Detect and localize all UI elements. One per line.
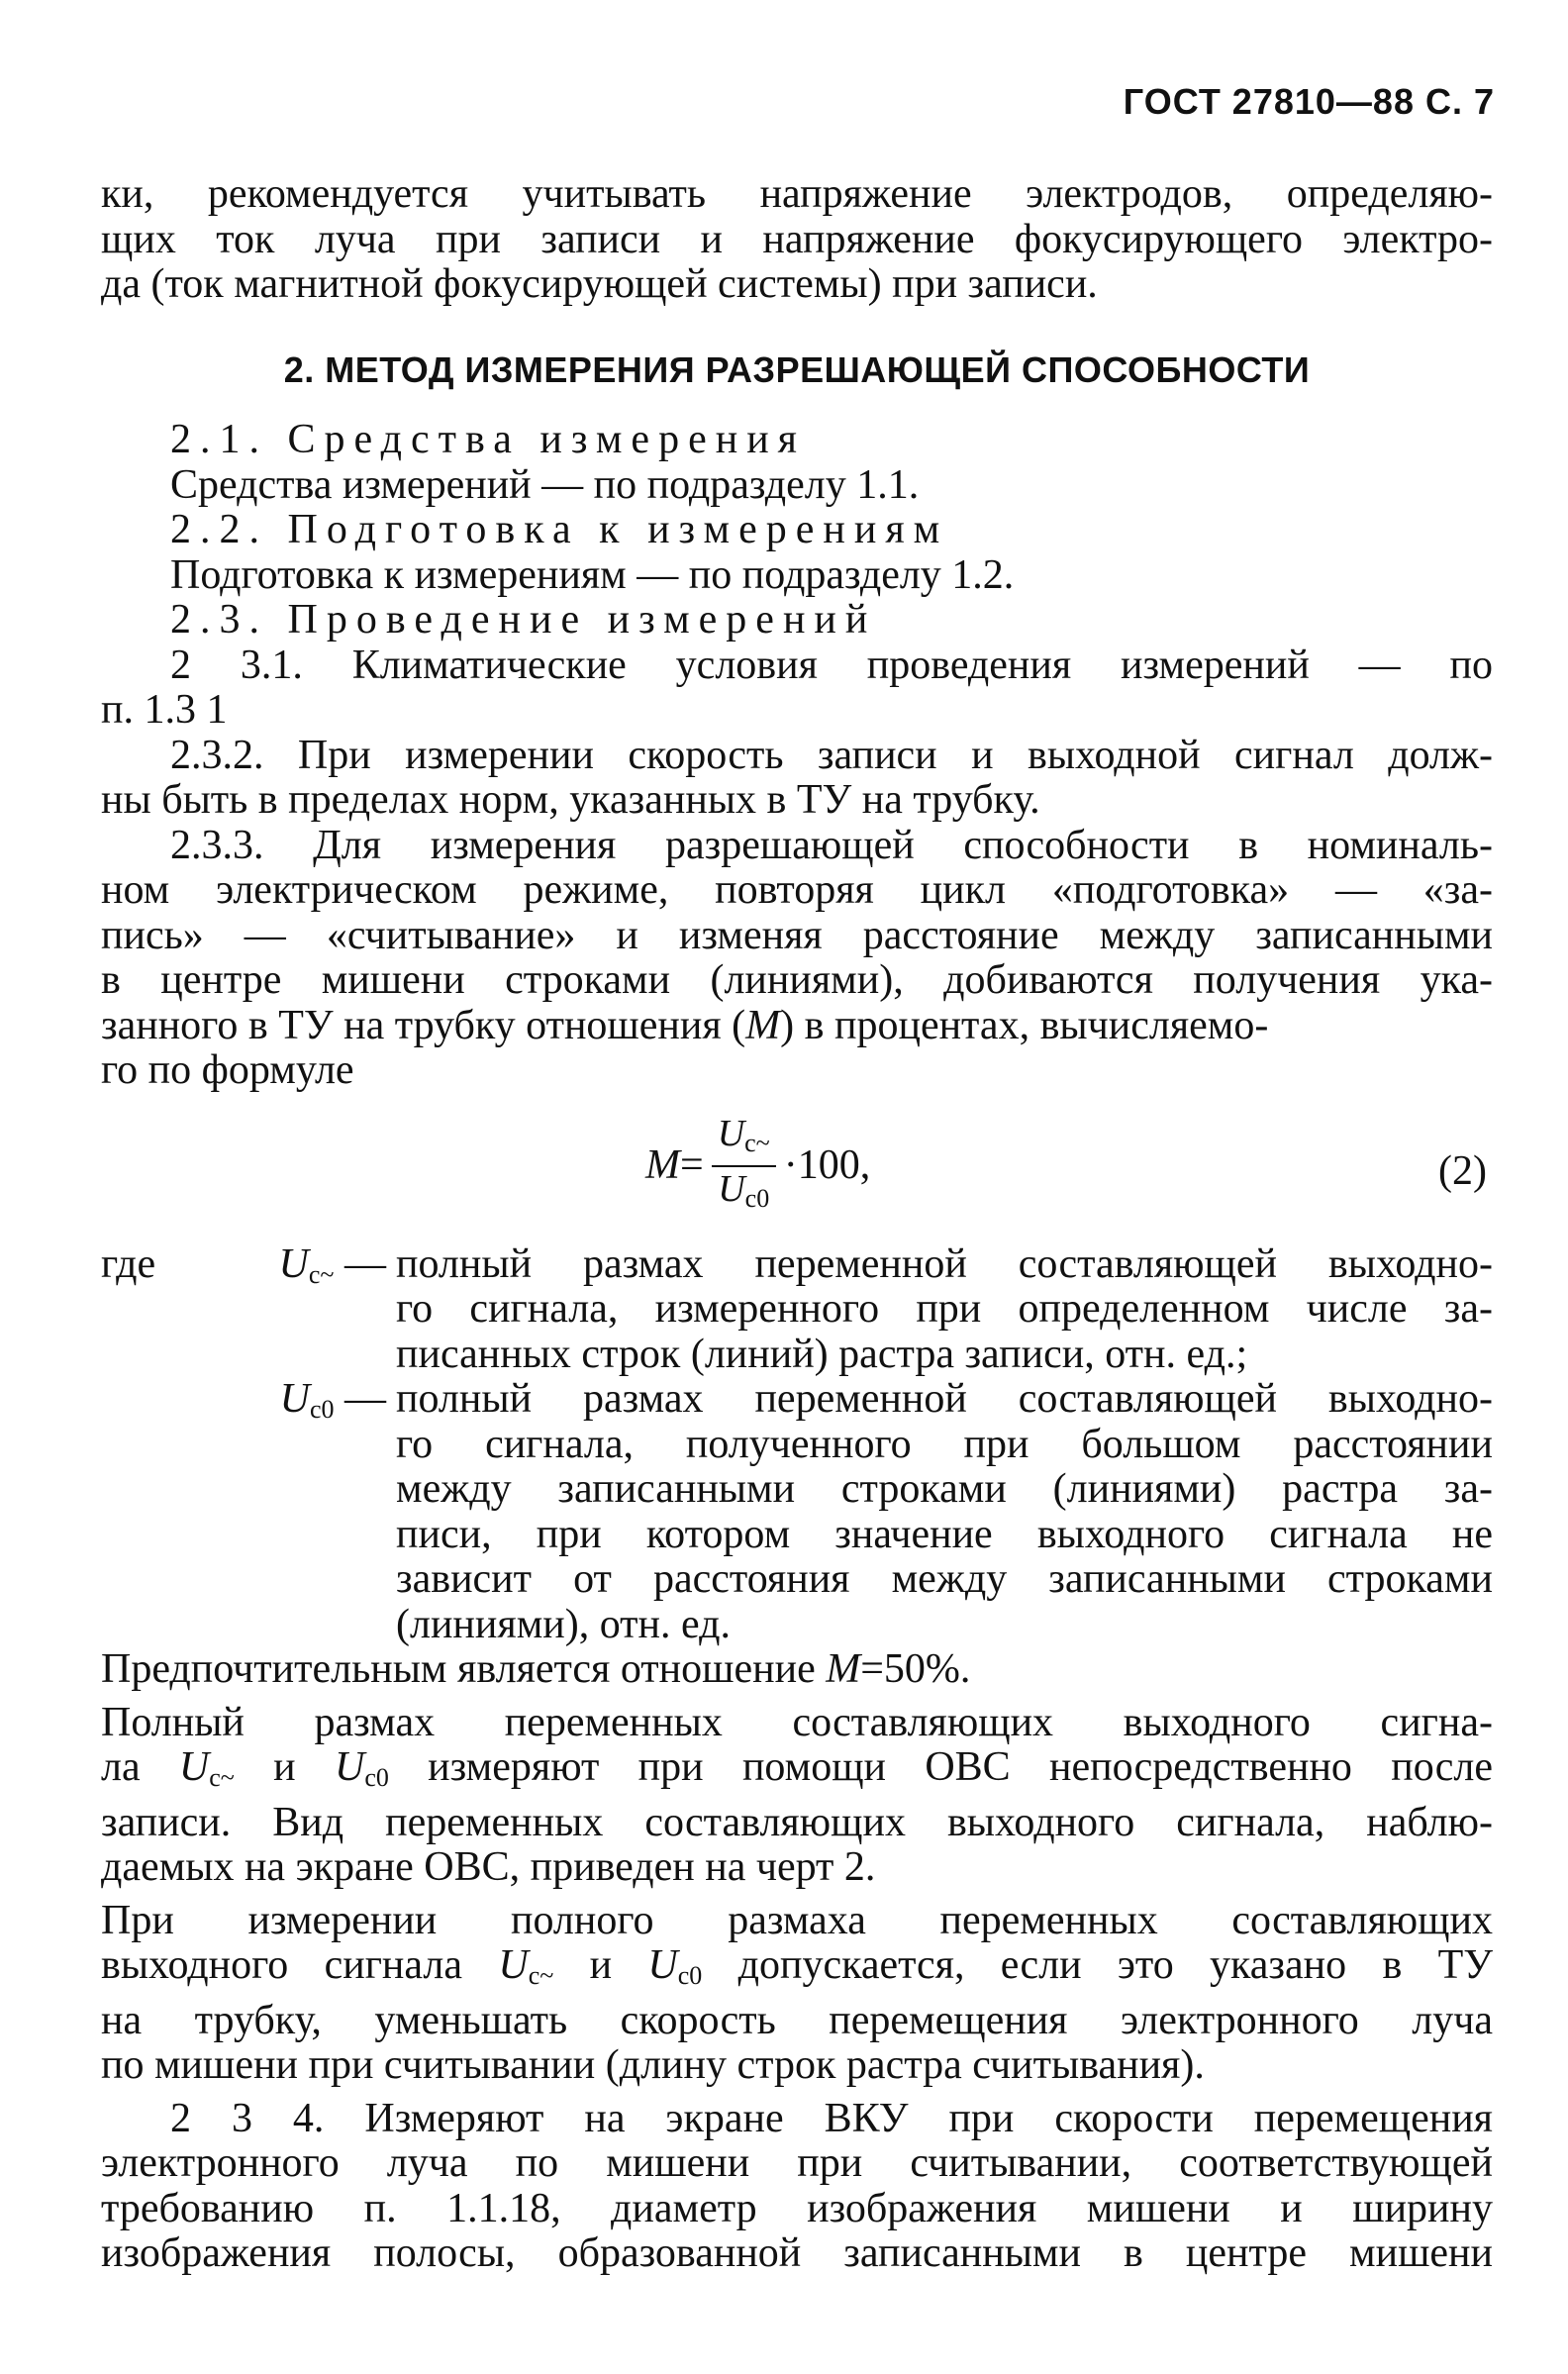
symbol-subscript: c~ <box>308 1259 335 1289</box>
definition-dash: — <box>334 1376 386 1422</box>
text-line: писанных строк (линий) растра записи, отн. ед.; <box>396 1331 1248 1377</box>
formula-denominator <box>712 1167 775 1221</box>
clause-2-3-2-line: 2.3.2. При измерении скорость записи и выходной сигнал долж- <box>170 732 1493 778</box>
formula-numerator <box>712 1112 776 1165</box>
text-line <box>101 1745 1493 1801</box>
text-fragment: и <box>553 1942 648 1988</box>
clause-2-3-1-line: п. 1.3 1 <box>101 687 228 733</box>
text-fragment: Предпочтительным является отношение <box>101 1646 827 1692</box>
symbol-subscript: c0 <box>364 1763 389 1792</box>
section-title: 2. МЕТОД ИЗМЕРЕНИЯ РАЗРЕШАЮЩЕЙ СПОСОБНОСТИ <box>283 348 1311 390</box>
definition-text <box>396 1377 1493 1647</box>
text-line: даемых на экране ОВС, приведен на черт 2. <box>101 1844 876 1890</box>
page-header: ГОСТ 27810—88 С. 7 <box>1123 81 1495 122</box>
clause-2-3-3-line: го по формуле <box>101 1047 354 1093</box>
numerator-subscript: c~ <box>744 1128 770 1157</box>
text-fragment: ) в процентах, вычисляемо- <box>780 1002 1269 1048</box>
symbol-letter: U <box>278 1240 309 1287</box>
text-line: электронного луча по мишени при считывании, соответствующей <box>101 2140 1493 2186</box>
formula-multiplier: ·100, <box>783 1141 871 1188</box>
subsection-title-2-2: 2.2. Подготовка к измерениям <box>170 507 949 552</box>
text-line: При измерении полного размаха переменных составляющих <box>101 1897 1493 1943</box>
symbol-letter: U <box>178 1744 210 1790</box>
clause-2-3-1-line: 2 3.1. Климатические условия проведения измерений — по <box>170 642 1493 688</box>
clause-2-3-3-line: в центре мишени строками (линиями), добиваются получения ука- <box>101 957 1493 1003</box>
definition-item <box>240 1242 1493 1378</box>
text-line: (линиями), отн. ед. <box>396 1601 731 1647</box>
formula <box>645 1112 870 1221</box>
denominator-symbol: U <box>718 1167 745 1210</box>
text-fragment: измеряют при помощи ОВС непосредственно после <box>388 1744 1493 1790</box>
subsection-text-2-2: Подготовка к измерениям — по подразделу 1.2. <box>170 551 1015 598</box>
text-line: изображения полосы, образованной записанными в центре мишени <box>101 2230 1493 2276</box>
definition-symbol <box>240 1242 396 1378</box>
text-line: записи. Вид переменных составляющих выходного сигнала, наблю- <box>101 1799 1493 1845</box>
preferred-ratio-line <box>101 1647 1493 1693</box>
clause-2-3-3-line: 2.3.3. Для измерения разрешающей способности в номиналь- <box>170 822 1493 868</box>
symbol-letter: U <box>647 1942 678 1988</box>
text-fragment: выходного сигнала <box>101 1942 499 1988</box>
variable-m: М <box>745 1002 781 1048</box>
text-line: требованию п. 1.1.18, диаметр изображения мишени и ширину <box>101 2185 1493 2231</box>
text-line: ки, рекомендуется учитывать напряжение электродов, определяю- <box>101 171 1493 217</box>
variable-m: М <box>826 1646 861 1692</box>
text-line: между записанными строками (линиями) растра за- <box>396 1466 1493 1512</box>
clause-2-3-3-line <box>101 1004 1493 1049</box>
intro-paragraph <box>101 172 1493 308</box>
definition-text <box>396 1242 1493 1378</box>
numerator-symbol: U <box>717 1112 745 1154</box>
clause-2-3-2-line: ны быть в пределах норм, указанных в ТУ на трубку. <box>101 777 1040 823</box>
text-line: писи, при котором значение выходного сигнала не <box>396 1511 1493 1557</box>
text-line: щих ток луча при записи и напряжение фокусирующего электро- <box>101 216 1493 262</box>
formula-equals: = <box>680 1141 704 1188</box>
symbol-letter: U <box>334 1744 365 1790</box>
definition-symbol <box>240 1377 396 1647</box>
text-line: на трубку, уменьшать скорость перемещения электронного луча <box>101 1997 1493 2043</box>
formula-block <box>101 1102 1493 1223</box>
text-line: полный размах переменной составляющей выходно- <box>396 1376 1493 1422</box>
text-line: да (ток магнитной фокусирующей системы) при записи. <box>101 261 1098 307</box>
subsection-title-2-3: 2.3. Проведение измерений <box>170 597 877 643</box>
text-line: го сигнала, измеренного при определенном числе за- <box>396 1286 1493 1332</box>
text-fragment: =50%. <box>860 1646 971 1692</box>
text-line: зависит от расстояния между записанными строками <box>396 1556 1493 1602</box>
symbol-subscript: c~ <box>209 1763 235 1792</box>
equation-number: (2) <box>1438 1147 1487 1194</box>
where-label: где <box>101 1240 156 1287</box>
text-fragment: ла <box>101 1744 179 1790</box>
paragraph-measurement <box>101 1899 1493 2089</box>
symbol-subscript: c0 <box>677 1961 703 1990</box>
text-fragment: и <box>234 1744 335 1790</box>
symbol-letter: U <box>279 1376 310 1422</box>
symbol-subscript: c0 <box>309 1395 335 1424</box>
text-line: 2 3 4. Измеряют на экране ВКУ при скорости перемещения <box>170 2095 1493 2141</box>
document-body <box>101 172 1493 2277</box>
text-line: по мишени при считывании (длину строк растра считывания). <box>101 2042 1205 2088</box>
text-fragment: допускается, если это указано в ТУ <box>702 1942 1493 1988</box>
subsection-title-2-1: 2.1. Средства измерения <box>170 417 806 462</box>
denominator-subscript: c0 <box>744 1183 770 1213</box>
text-line: полный размах переменной составляющей выходно- <box>396 1240 1493 1287</box>
subsection-text-2-1: Средства измерений — по подразделу 1.1. <box>170 461 920 508</box>
clause-2-3-4 <box>101 2097 1493 2277</box>
formula-lhs: М <box>645 1141 680 1188</box>
definition-dash: — <box>334 1240 386 1287</box>
paragraph-full-swing <box>101 1701 1493 1891</box>
symbol-subscript: c~ <box>528 1961 554 1990</box>
text-fragment: занного в ТУ на трубку отношения ( <box>101 1002 746 1048</box>
definition-item <box>240 1377 1493 1647</box>
formula-fraction <box>712 1112 776 1221</box>
where-block <box>101 1242 1493 1648</box>
text-line <box>101 1943 1493 1999</box>
clause-2-3-3-line: ном электрическом режиме, повторяя цикл «подготовка» — «за- <box>101 867 1493 913</box>
symbol-letter: U <box>498 1942 529 1988</box>
text-line: Полный размах переменных составляющих выходного сигна- <box>101 1699 1493 1745</box>
clause-2-3-3-line: пись» — «считывание» и изменяя расстояние между записанными <box>101 912 1493 958</box>
text-line: го сигнала, полученного при большом расстоянии <box>396 1421 1493 1467</box>
definitions <box>240 1242 1493 1648</box>
